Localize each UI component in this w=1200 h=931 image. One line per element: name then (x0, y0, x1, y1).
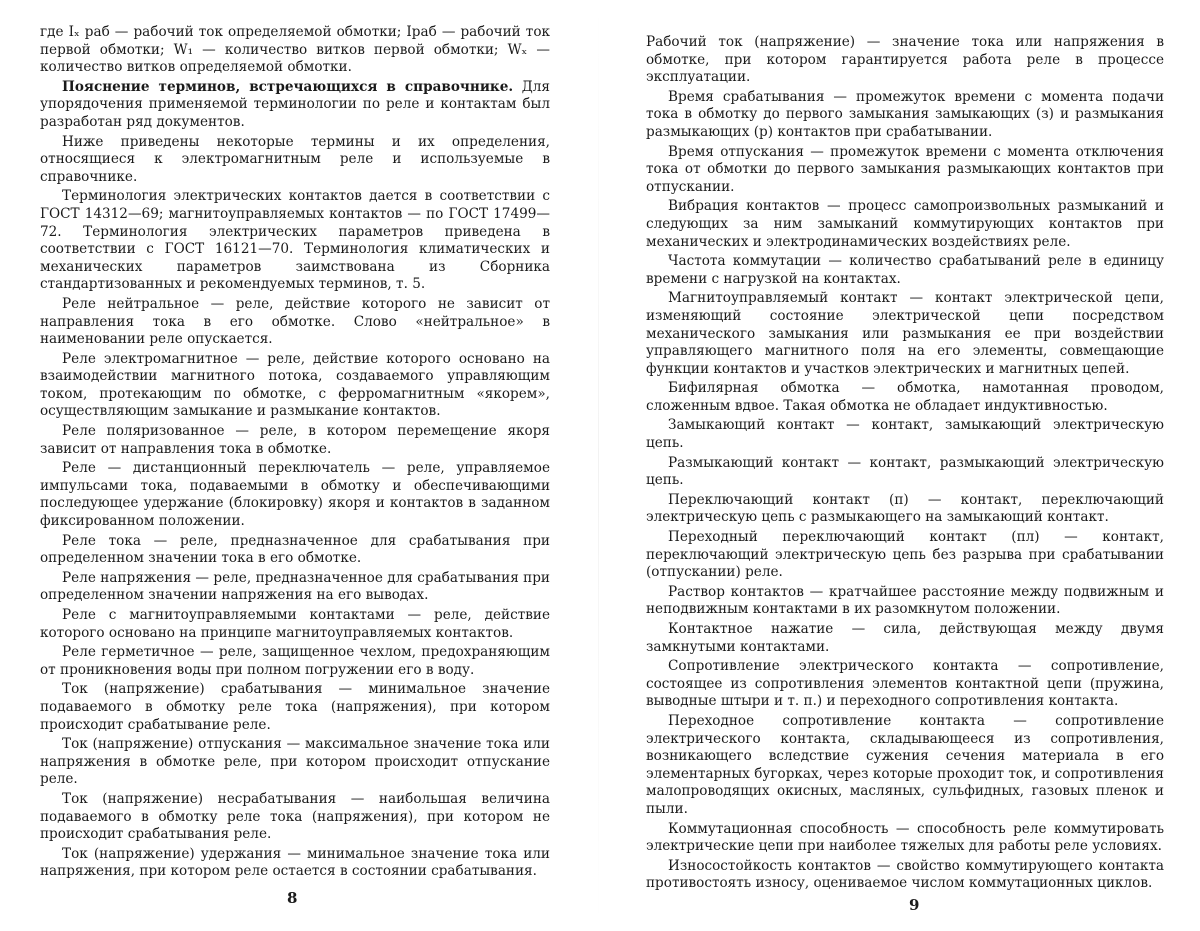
page-number-left: 8 (287, 889, 298, 907)
paragraph-text: Реле поляризованное — реле, в котором перемещение якоря зависит от направления тока в обмотке. (40, 423, 550, 457)
paragraph (40, 188, 550, 294)
paragraph-text: Переключающий контакт (п) — контакт, переключающий электрическую цепь с размыкающего на замыкающий контакт. (646, 491, 1164, 526)
paragraph-text: Износостойкость контактов — свойство коммутирующего контакта противостоять износу, оцениваемое числом коммутационных циклов. (646, 857, 1164, 892)
paragraph (646, 821, 1164, 856)
paragraph-text: Сопротивление электрического контакта — сопротивление, состоящее из сопротивления элементов контактной цепи (пружина, выводные штыри и т. п.) и переходного сопротивления контакта. (646, 658, 1164, 710)
paragraph-text: Бифилярная обмотка — обмотка, намотанная проводом, сложенным вдвое. Такая обмотка не обладает индуктивностью. (646, 380, 1164, 414)
paragraph (40, 791, 550, 844)
paragraph (646, 380, 1164, 415)
paragraph (40, 351, 550, 421)
paragraph (646, 584, 1164, 619)
paragraph (646, 253, 1164, 288)
paragraph-text: Реле герметичное — реле, защищенное чехлом, предохраняющим от проникновения воды при полном погружении его в воду. (40, 644, 550, 678)
paragraph-text: Контактное нажатие — сила, действующая между двумя замкнутыми контактами. (646, 621, 1164, 655)
paragraph-text: Переходное сопротивление контакта — сопротивление электрического контакта, складывающееся из сопротивления, возникающего вследствие сужения сечения материала в его элементарных бугорках, через которые проходит ток, и сопротивления малопроводящих окисных, масляных, сульфидных, газовых пленок и пыли. (646, 712, 1164, 817)
paragraph (646, 621, 1164, 656)
paragraph (40, 24, 550, 77)
paragraph-text: Время отпускания — промежуток времени с момента отключения тока от обмотки до первого замыкания размыкающих контактов при отпускании. (646, 143, 1164, 195)
paragraph (40, 644, 550, 679)
paragraph (40, 607, 550, 642)
paragraph (40, 296, 550, 349)
paragraph-text: Для упорядочения применяемой терминологии по реле и контактам был разработан ряд документов. (40, 78, 550, 130)
paragraph-text: Вибрация контактов — процесс самопроизвольных размыканий и следующих за ним замыканий коммутирующих контактов при механических и электродинамических воздействиях реле. (646, 198, 1164, 250)
paragraph (646, 858, 1164, 893)
paragraph (40, 533, 550, 568)
paragraph (646, 198, 1164, 251)
paragraph (40, 736, 550, 789)
paragraph-text: Ток (напряжение) отпускания — максимальное значение тока или напряжения в обмотке реле, при котором происходит отпускание реле. (40, 736, 550, 788)
paragraph (646, 89, 1164, 142)
paragraph-text: Замыкающий контакт — контакт, замыкающий электрическую цепь. (646, 417, 1164, 452)
paragraph (646, 658, 1164, 711)
paragraph-text: Реле тока — реле, предназначенное для срабатывания при определенном значении тока в его обмотке. (40, 532, 550, 567)
paragraph (40, 79, 550, 132)
right-page (646, 34, 1164, 895)
paragraph (646, 34, 1164, 87)
paragraph-text: Ток (напряжение) несрабатывания — наибольшая величина подаваемого в обмотку реле тока (напряжения), при котором не происходит срабатывания реле. (40, 790, 550, 843)
paragraph (40, 460, 550, 530)
paragraph (646, 529, 1164, 582)
paragraph (646, 713, 1164, 819)
left-page (40, 24, 550, 883)
paragraph-text: Реле электромагнитное — реле, действие которого основано на взаимодействии магнитного потока, создаваемого управляющим током, протекающим по обмотке, с ферромагнитным «якорем», осуществляющим замыкание и размыкание контактов. (40, 350, 550, 420)
paragraph (40, 846, 550, 881)
paragraph-text: Ток (напряжение) удержания — минимальное значение тока или напряжения, при котором реле остается в состоянии срабатывания. (40, 845, 550, 880)
paragraph (646, 492, 1164, 527)
paragraph-text: Реле — дистанционный переключатель — реле, управляемое импульсами тока, подаваемыми в обмотку и обеспечивающими последующее удержание (блокировку) якоря и контактов в заданном фиксированном положении. (40, 460, 550, 530)
paragraph (646, 290, 1164, 378)
paragraph (40, 681, 550, 734)
paragraph-text: Переходный переключающий контакт (пл) — контакт, переключающий электрическую цепь без разрыва при срабатывании (отпускании) реле. (646, 529, 1164, 581)
paragraph-text: Терминология электрических контактов дается в соответствии с ГОСТ 14312—69; магнитоуправляемых контактов — по ГОСТ 17499—72. Терминология электрических параметров приведена в соответствии с ГОСТ 16121—70. Терминология климатических и механических параметров заимствована из Сборника стандартизованных и рекомендуемых терминов, т. 5. (40, 188, 550, 293)
paragraph-heading: Пояснение терминов, встречающихся в справочнике. (62, 78, 514, 95)
paragraph-text: Время срабатывания — промежуток времени с момента подачи тока в обмотку до первого замыкания замыкающих (з) и размыкания размыкающих (р) контактов при срабатывании. (646, 88, 1164, 140)
paragraph (40, 134, 550, 187)
paragraph-text: Ток (напряжение) срабатывания — минимальное значение подаваемого в обмотку реле тока (напряжения), при котором происходит срабатывание реле. (40, 681, 550, 733)
paragraph-text: Раствор контактов — кратчайшее расстояние между подвижным и неподвижным контактами в их разомкнутом положении. (646, 583, 1164, 618)
page-number-right: 9 (909, 896, 920, 914)
paragraph-text: Магнитоуправляемый контакт — контакт электрической цепи, изменяющий состояние электрической цепи посредством механического замыкания или размыкания ее при воздействии управляющего магнитного поля на его элементы, совмещающие функции контактов и участков электрических и магнитных цепей. (646, 290, 1164, 377)
page-gutter (598, 0, 599, 931)
paragraph-text: Ниже приведены некоторые термины и их определения, относящиеся к электромагнитным реле и используемые в справочнике. (40, 133, 550, 185)
paragraph-text: Реле нейтральное — реле, действие которого не зависит от направления тока в его обмотке. Слово «нейтральное» в наименовании реле опускается. (40, 295, 550, 348)
paragraph-text: Реле напряжения — реле, предназначенное для срабатывания при определенном значении напряжения на его выводах. (40, 569, 550, 604)
paragraph-text: Коммутационная способность — способность реле коммутировать электрические цепи при наиболее тяжелых для работы реле условиях. (646, 820, 1164, 855)
paragraph (40, 423, 550, 458)
paragraph-text: Рабочий ток (напряжение) — значение тока или напряжения в обмотке, при котором гарантируется работа реле в процессе эксплуатации. (646, 34, 1164, 86)
paragraph (646, 417, 1164, 452)
paragraph (646, 144, 1164, 197)
paragraph-text: Размыкающий контакт — контакт, размыкающий электрическую цепь. (646, 454, 1164, 489)
paragraph-text: где Iₓ раб — рабочий ток определяемой обмотки; Iраб — рабочий ток первой обмотки; W₁ — количество витков первой обмотки; Wₓ — количество витков определяемой обмотки. (40, 24, 550, 76)
paragraph (40, 570, 550, 605)
paragraph (646, 455, 1164, 490)
paragraph-text: Частота коммутации — количество срабатываний реле в единицу времени с нагрузкой на контактах. (646, 253, 1164, 287)
paragraph-text: Реле с магнитоуправляемыми контактами — реле, действие которого основано на принципе магнитоуправляемых контактов. (40, 607, 550, 641)
